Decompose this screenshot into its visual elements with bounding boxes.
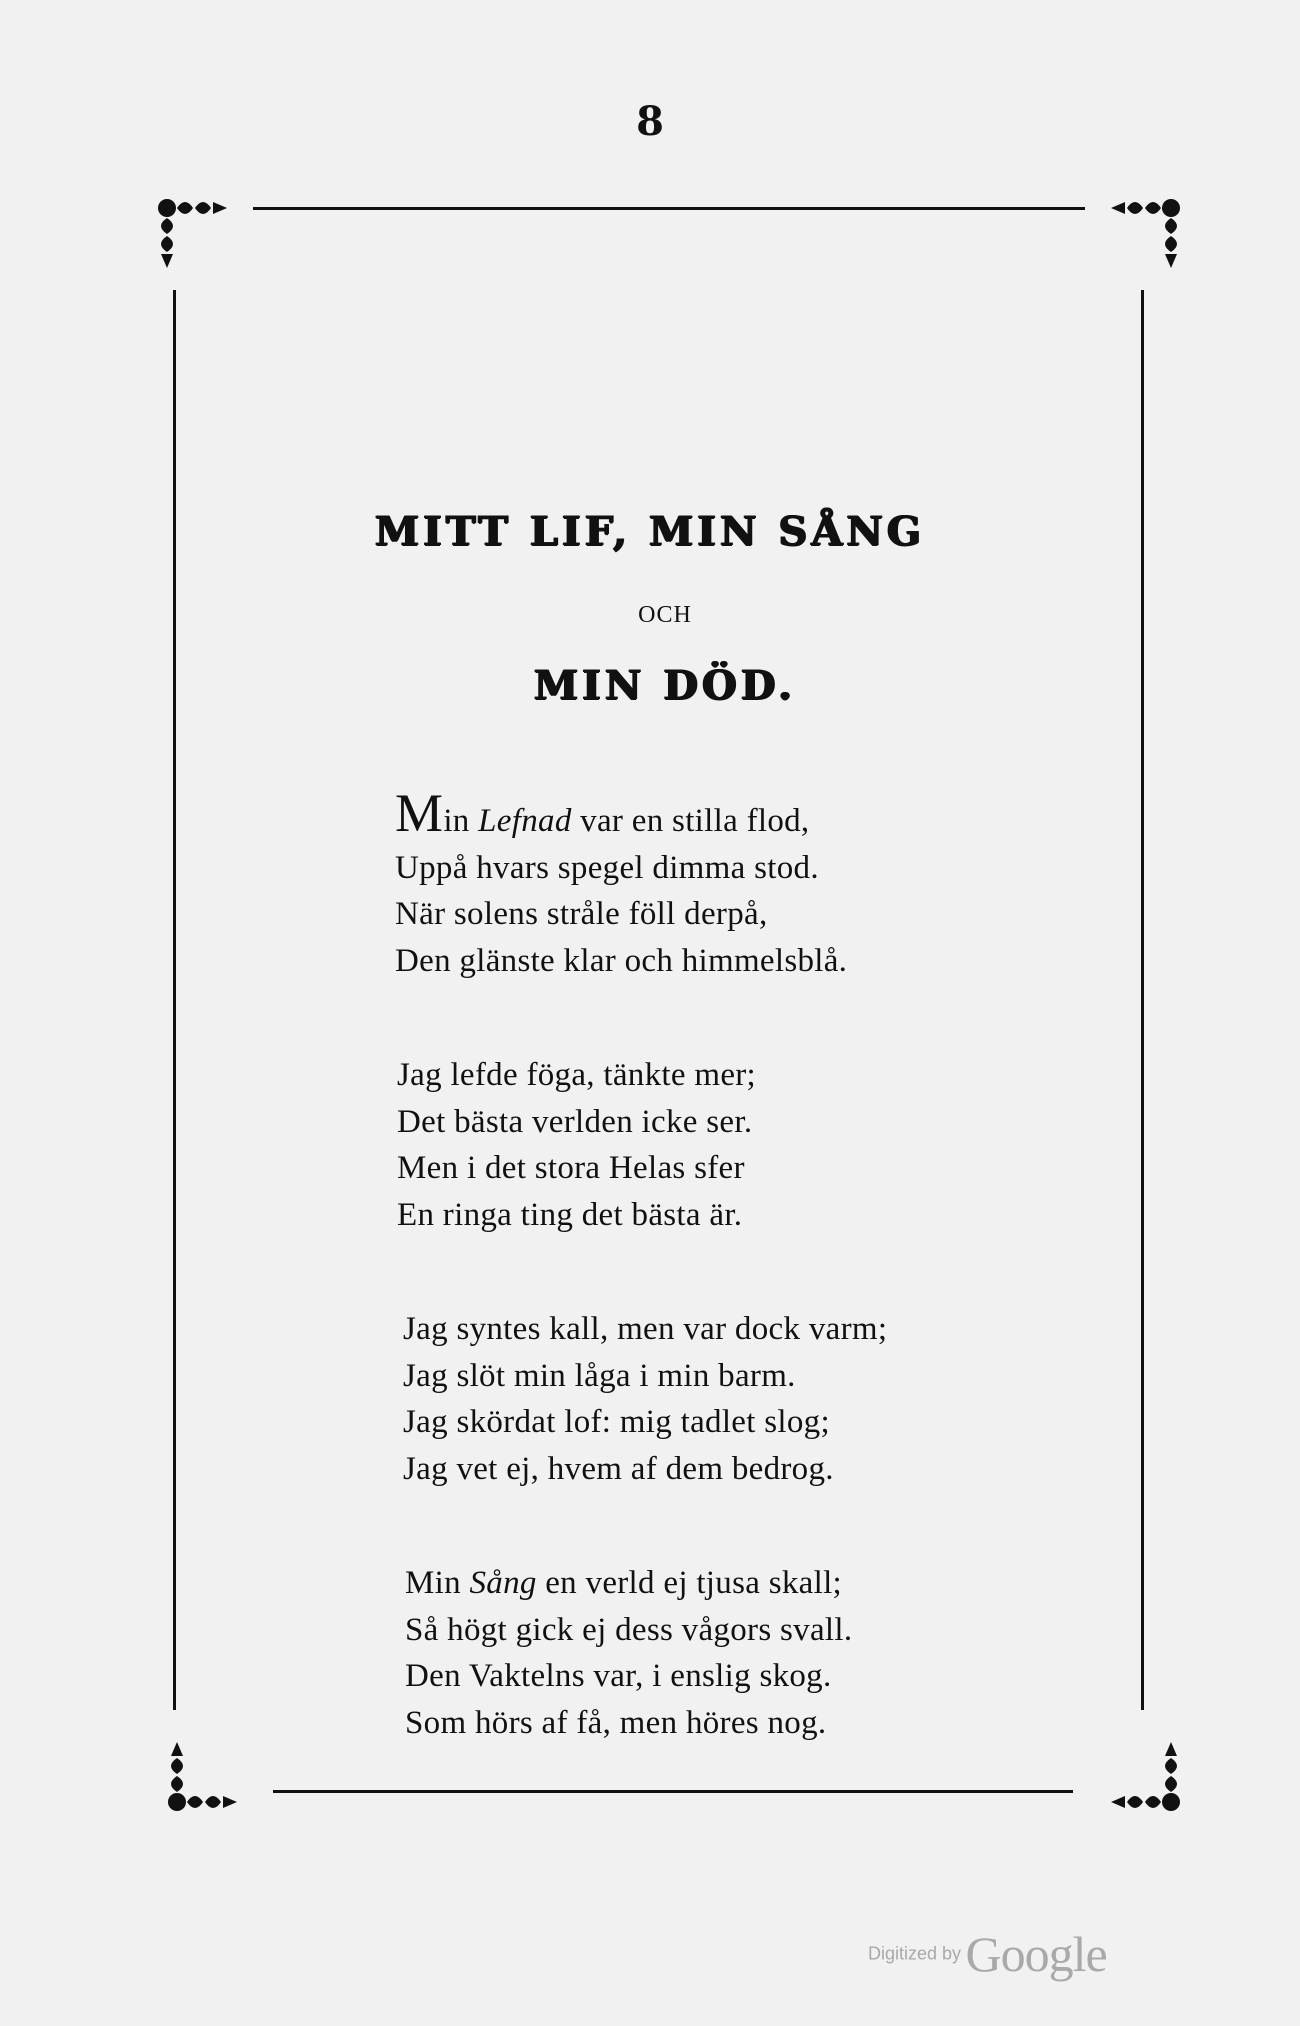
line-text: en verld ej tjusa skall; bbox=[536, 1565, 843, 1601]
poem-line bbox=[395, 891, 1015, 938]
stanza bbox=[395, 1560, 1015, 1746]
poem-line bbox=[405, 1607, 1015, 1654]
page-number: 8 bbox=[636, 98, 664, 145]
poem-line bbox=[397, 1052, 1015, 1099]
line-text: Det bästa verlden icke ser. bbox=[397, 1103, 753, 1140]
frame-bottom-border bbox=[273, 1790, 1073, 1793]
corner-ornament-icon bbox=[1075, 1710, 1185, 1820]
line-text: En ringa ting det bästa är. bbox=[397, 1196, 743, 1233]
drop-cap: M bbox=[395, 783, 444, 843]
line-text: När solens stråle föll derpå, bbox=[395, 896, 768, 932]
line-text: in bbox=[443, 803, 479, 839]
corner-ornament-icon bbox=[163, 1710, 273, 1820]
title-connector: OCH bbox=[638, 602, 692, 628]
line-text: Den glänste klar och himmelsblå. bbox=[395, 942, 848, 979]
frame-right-border bbox=[1141, 290, 1144, 1710]
line-text: Jag skördat lof: mig tadlet slog; bbox=[403, 1404, 830, 1440]
line-text: Jag vet ej, hvem af dem bedrog. bbox=[403, 1450, 834, 1487]
frame-left-border bbox=[173, 290, 176, 1710]
poem-line bbox=[395, 938, 1015, 985]
line-text: Så högt gick ej dess vågors svall. bbox=[405, 1611, 853, 1648]
poem-line bbox=[397, 1099, 1015, 1146]
corner-ornament-icon bbox=[153, 190, 263, 300]
stanza bbox=[395, 1052, 1015, 1238]
line-text: Min bbox=[405, 1565, 470, 1601]
poem-line bbox=[403, 1446, 1015, 1493]
line-text: Jag lefde föga, tänkte mer; bbox=[397, 1057, 757, 1093]
italic-word: Sång bbox=[469, 1565, 537, 1601]
stanza bbox=[395, 783, 1015, 984]
line-text: Jag slöt min låga i min barm. bbox=[403, 1357, 796, 1394]
digitized-by-google-watermark bbox=[868, 1925, 1107, 1983]
poem-line bbox=[397, 1145, 1015, 1192]
poem-title: MITT LIF, MIN SÅNG bbox=[374, 508, 926, 555]
line-text bbox=[395, 783, 479, 843]
poem-line bbox=[397, 1192, 1015, 1239]
frame-top-border bbox=[253, 207, 1085, 210]
watermark-prefix: Digitized by bbox=[868, 1943, 962, 1964]
line-text: Jag syntes kall, men var dock varm; bbox=[403, 1311, 888, 1347]
stanza bbox=[395, 1306, 1015, 1492]
corner-ornament-icon bbox=[1075, 190, 1185, 300]
poem-line bbox=[403, 1399, 1015, 1446]
poem-line bbox=[403, 1306, 1015, 1353]
italic-word: Lefnad bbox=[478, 803, 572, 839]
poem-line bbox=[405, 1653, 1015, 1700]
line-text: var en stilla flod, bbox=[571, 803, 810, 839]
poem-line bbox=[395, 783, 1015, 845]
poem-body bbox=[395, 783, 1015, 1746]
poem-title-second-line: MIN DÖD. bbox=[533, 662, 797, 709]
poem-line bbox=[395, 845, 1015, 892]
poem-line bbox=[405, 1560, 1015, 1607]
google-logo-text: Google bbox=[965, 1926, 1107, 1982]
poem-line bbox=[405, 1700, 1015, 1747]
line-text: Den Vaktelns var, i enslig skog. bbox=[405, 1658, 832, 1694]
line-text: Uppå hvars spegel dimma stod. bbox=[395, 849, 819, 886]
line-text: Men i det stora Helas sfer bbox=[397, 1150, 745, 1186]
poem-line bbox=[403, 1353, 1015, 1400]
line-text: Som hörs af få, men höres nog. bbox=[405, 1704, 827, 1741]
